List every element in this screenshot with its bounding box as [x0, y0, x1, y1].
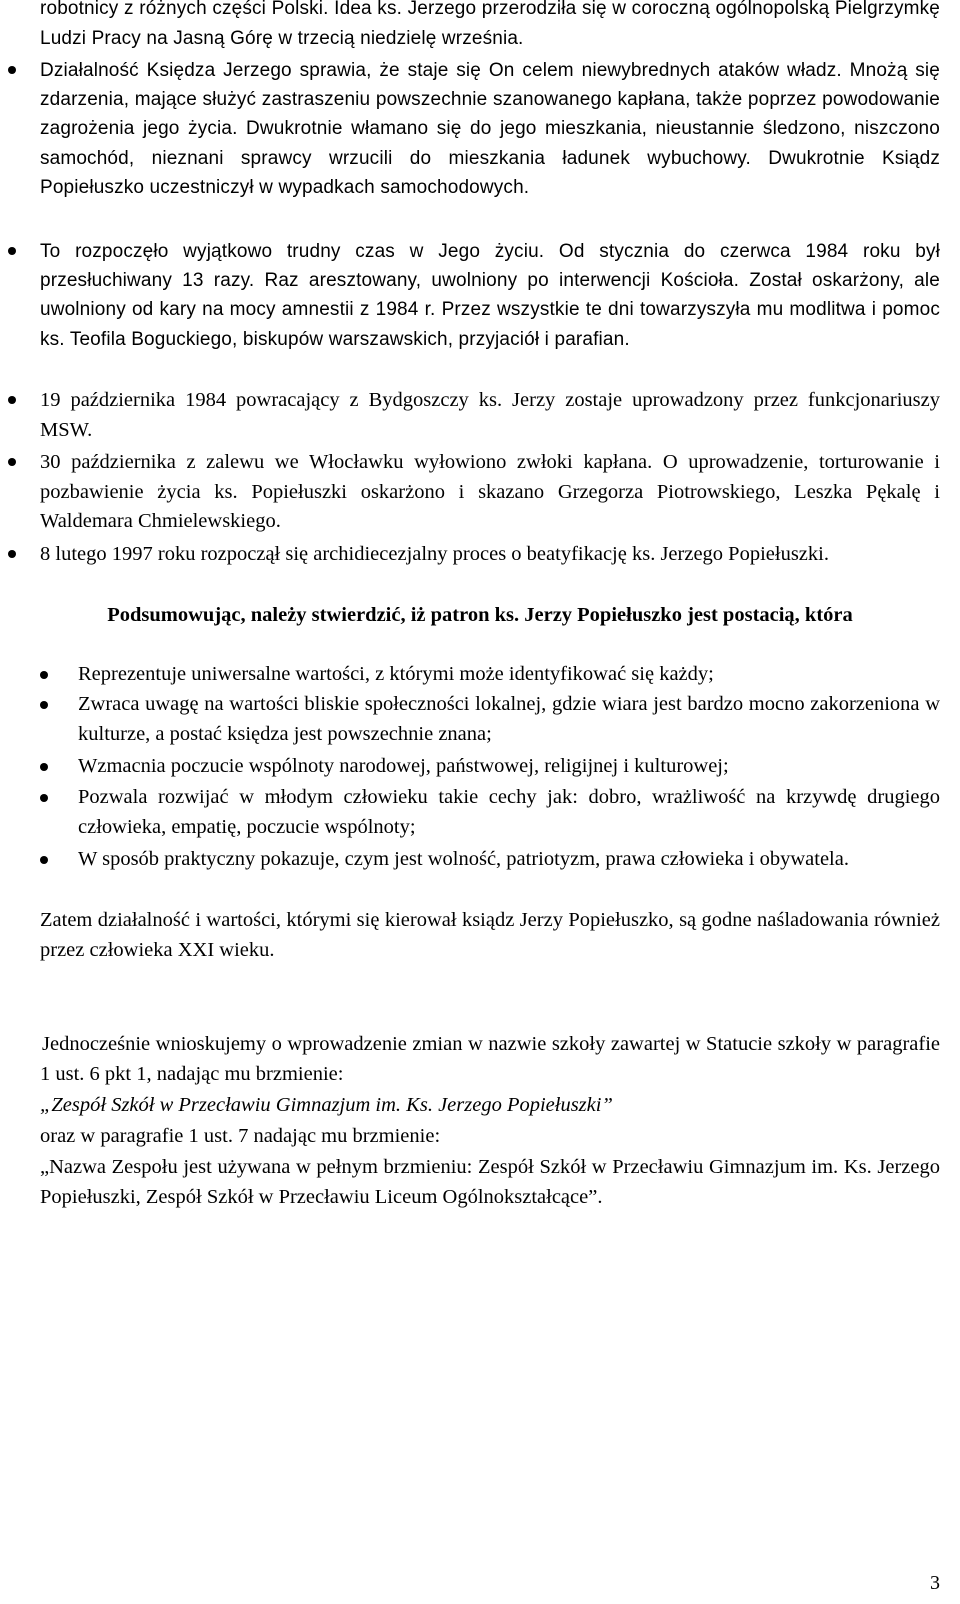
list-item	[78, 845, 940, 875]
school-name-1: „Zespół Szkół w Przecławiu Gimnazjum im. Ks. Jerzego Popiełuszki”	[40, 1094, 613, 1116]
list-item-text: Wzmacnia poczucie wspólnoty narodowej, państwowej, religijnej i kulturowej;	[78, 755, 729, 777]
list-item	[78, 660, 940, 690]
list-item-text: Działalność Księdza Jerzego sprawia, że staje się On celem niewybrednych ataków władz. Mnożą się zdarzenia, mające służyć zastraszeniu powszechnie szanowanego kapłana, także poprzez powodowanie zagrożenia jego życia. Dwukrotnie włamano się do jego mieszkania, nieustannie śledzono, niszczono samochód, nieznani sprawcy wrzucili do mieszkania ładunek wybuchowy. Dwukrotnie Ksiądz Popiełuszko uczestniczył w wypadkach samochodowych.	[40, 60, 940, 198]
bullet-icon	[8, 66, 16, 74]
bullet-icon	[40, 794, 48, 802]
bullet-icon	[40, 671, 48, 679]
proposal-paragraph	[40, 1030, 940, 1089]
page-number: 3	[930, 1572, 940, 1594]
list-item	[40, 56, 940, 202]
bullet-icon	[40, 701, 48, 709]
summary-heading: Podsumowując, należy stwierdzić, iż patron ks. Jerzy Popiełuszko jest postacią, która	[107, 604, 853, 626]
proposal-paragraph-3: „Nazwa Zespołu jest używana w pełnym brzmieniu: Zespół Szkół w Przecławiu Gimnazjum im. Ks. Jerzego Popiełuszki, Zespół Szkół w Przecławiu Liceum Ogólnokształcące”.	[40, 1156, 940, 1208]
bullet-icon	[8, 458, 16, 466]
list-item-text: Zwraca uwagę na wartości bliskie społeczności lokalnej, gdzie wiara jest bardzo mocno zakorzeniona w kulturze, a postać księdza jest powszechnie znana;	[78, 693, 940, 745]
list-item-text: 8 lutego 1997 roku rozpoczął się archidiecezjalny proces o beatyfikację ks. Jerzego Popiełuszki.	[40, 543, 829, 565]
proposal-paragraph-2: oraz w paragrafie 1 ust. 7 nadając mu brzmienie:	[40, 1125, 441, 1147]
list-item-text: To rozpoczęło wyjątkowo trudny czas w Jego życiu. Od stycznia do czerwca 1984 roku był przesłuchiwany 13 razy. Raz aresztowany, uwolniony po interwencji Kościoła. Został oskarżony, ale uwolniony od kary na mocy amnestii z 1984 r. Przez wszystkie te dni towarzyszyła mu modlitwa i pomoc ks. Teofila Boguckiego, biskupów warszawskich, przyjaciół i parafian.	[40, 241, 940, 350]
list-item-text: W sposób praktyczny pokazuje, czym jest wolność, patriotyzm, prawa człowieka i obywatela.	[78, 848, 849, 870]
list-item	[40, 540, 940, 570]
bullet-icon	[8, 550, 16, 558]
bullet-icon	[8, 247, 16, 255]
conclusion-paragraph: Zatem działalność i wartości, którymi się kierował ksiądz Jerzy Popiełuszko, są godne naśladowania również przez człowieka XXI wieku.	[40, 909, 940, 961]
list-item	[78, 752, 940, 782]
list-item	[40, 448, 940, 537]
list-item-text: 30 października z zalewu we Włocławku wyłowiono zwłoki kapłana. O uprowadzenie, torturowanie i pozbawienie życia ks. Popiełuszki oskarżono i skazano Grzegorza Piotrowskiego, Leszka Pękalę i Waldemara Chmielewskiego.	[40, 451, 940, 532]
intro-paragraph: robotnicy z różnych części Polski. Idea ks. Jerzego przerodziła się w coroczną ogólnopolską Pielgrzymkę Ludzi Pracy na Jasną Górę w trzecią niedzielę września.	[40, 0, 940, 49]
bullet-icon	[8, 396, 16, 404]
list-item-text: Reprezentuje uniwersalne wartości, z którymi może identyfikować się każdy;	[78, 663, 714, 685]
list-item	[78, 690, 940, 749]
list-item	[78, 783, 940, 842]
list-item-text: Pozwala rozwijać w młodym człowieku takie cechy jak: dobro, wrażliwość na krzywdę drugiego człowieka, empatię, poczucie wspólnoty;	[78, 786, 940, 838]
bullet-icon	[40, 763, 48, 771]
proposal-text: Jednocześnie wnioskujemy o wprowadzenie zmian w nazwie szkoły zawartej w Statucie szkoły w paragrafie 1 ust. 6 pkt 1, nadając mu brzmienie:	[40, 1033, 940, 1085]
bullet-icon	[40, 856, 48, 864]
list-item-text: 19 października 1984 powracający z Bydgoszczy ks. Jerzy zostaje uprowadzony przez funkcjonariuszy MSW.	[40, 389, 940, 441]
list-item	[40, 237, 940, 354]
list-item	[40, 386, 940, 445]
